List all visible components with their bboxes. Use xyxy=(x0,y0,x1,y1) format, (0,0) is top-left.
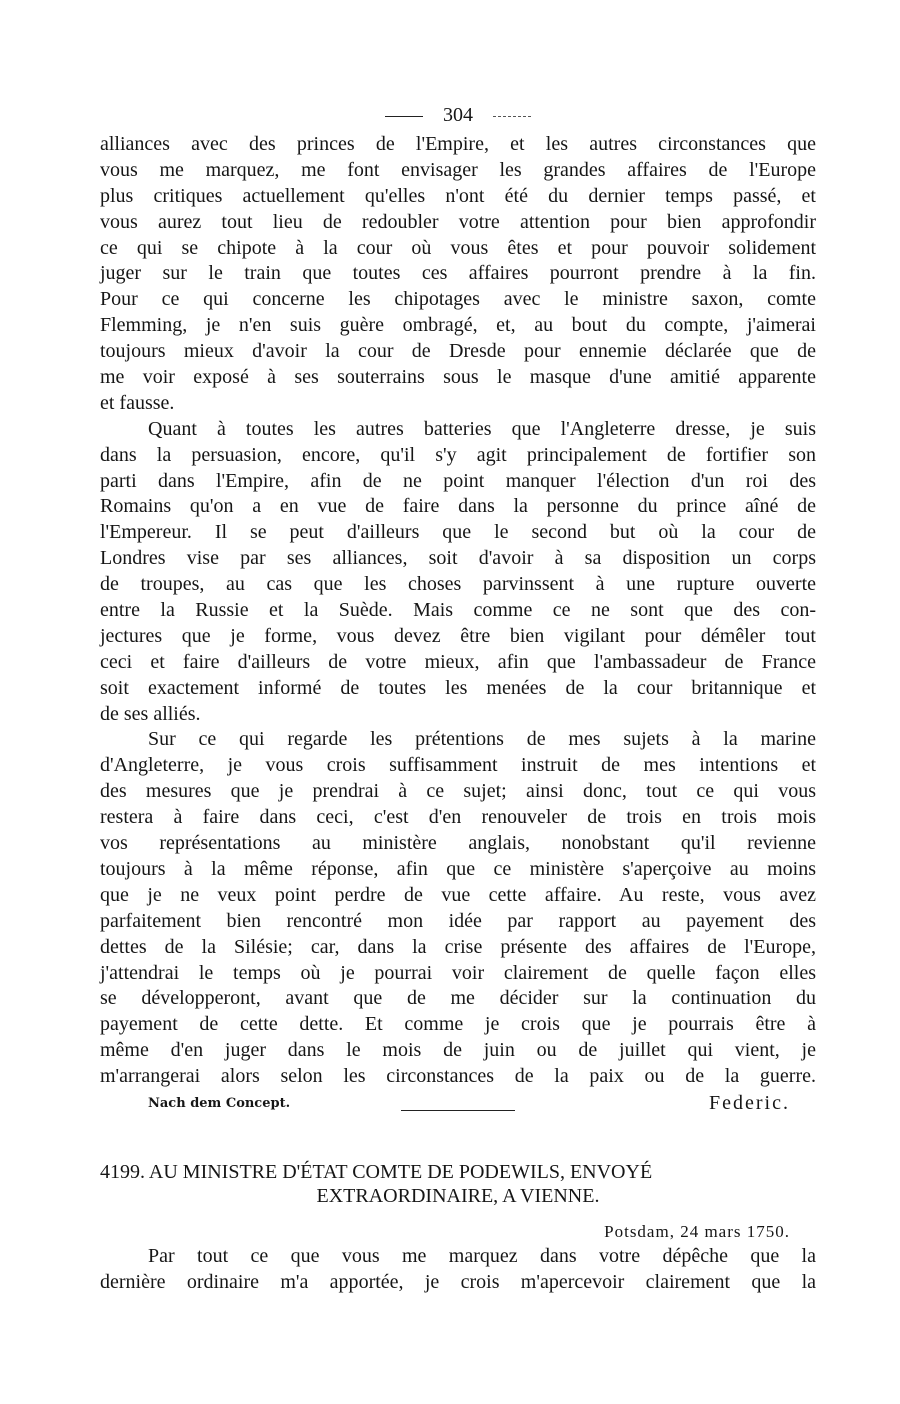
text-line: toujours à la même réponse, afin que ce ministère s'aperçoive au moins xyxy=(100,857,816,880)
paragraph-2 xyxy=(100,417,816,728)
text-line: plus critiques actuellement qu'elles n'ont été du dernier temps passé, et xyxy=(100,184,816,207)
text-line: Londres vise par ses alliances, soit d'avoir à sa disposition un corps xyxy=(100,547,816,570)
text-line: vos représentations au ministère anglais, nonobstant qu'il revienne xyxy=(100,832,816,855)
text-line: l'Empereur. Il se peut d'ailleurs que le second but où la cour de xyxy=(100,521,816,544)
page-number: 304 xyxy=(443,104,473,126)
text-line: Flemming, je n'en suis guère ombragé, et, au bout du compte, j'aimerai xyxy=(100,314,816,337)
text-line: Sur ce qui regarde les prétentions de mes sujets à la marine xyxy=(148,728,816,751)
text-line: vous me marquez, me font envisager les grandes affaires de l'Europe xyxy=(100,158,816,181)
text-line: j'attendrai le temps où je pourrai voir clairement de quelle façon elles xyxy=(100,961,816,984)
page-header xyxy=(100,100,816,130)
text-line: soit exactement informé de toutes les menées de la cour britannique et xyxy=(100,676,816,699)
document-page xyxy=(100,100,816,1296)
text-line: Quant à toutes les autres batteries que l'Angleterre dresse, je suis xyxy=(148,417,816,440)
text-line: parti dans l'Empire, afin de ne point manquer l'élection d'un roi des xyxy=(100,469,816,492)
paragraph-3 xyxy=(100,727,816,1089)
text-line: même d'en juger dans le mois de juin ou de juillet qui vient, je xyxy=(100,1039,816,1062)
text-line: Par tout ce que vous me marquez dans votre dépêche que la xyxy=(148,1244,816,1267)
header-rule-left xyxy=(385,116,423,117)
text-line: vous aurez tout lieu de redoubler votre attention pour bien approfondir xyxy=(100,210,816,233)
text-line: de troupes, au cas que les choses parvinssent à une rupture ouverte xyxy=(100,573,816,596)
letter-opening-paragraph xyxy=(100,1244,816,1296)
text-line: juger sur le train que toutes ces affaires pourront prendre à la fin. xyxy=(100,262,816,285)
text-line: que je ne veux point perdre de vue cette affaire. Au reste, vous avez xyxy=(100,883,816,906)
text-line: restera à faire dans ceci, c'est d'en renouveler de trois en trois mois xyxy=(100,806,816,829)
signature: Federic. xyxy=(709,1091,790,1114)
text-line: m'arrangerai alors selon les circonstances de la paix ou de la guerre. xyxy=(100,1065,816,1088)
text-line: ce qui se chipote à la cour où vous êtes et pour pouvoir solidement xyxy=(100,236,816,259)
text-line: parfaitement bien rencontré mon idée par rapport au payement des xyxy=(100,909,816,932)
place-date: Potsdam, 24 mars 1750. xyxy=(604,1221,790,1241)
text-line: dans la persuasion, encore, qu'il s'y agit principalement de fortifier son xyxy=(100,443,816,466)
letter-heading-line-1: 4199. AU MINISTRE D'ÉTAT COMTE DE PODEWILS, ENVOYÉ xyxy=(100,1160,653,1183)
text-line: se développeront, avant que de me décider sur la continuation du xyxy=(100,987,816,1010)
source-note: Nach dem Concept. xyxy=(148,1095,291,1111)
text-line: Pour ce qui concerne les chipotages avec le ministre saxon, comte xyxy=(100,288,816,311)
text-line: des mesures que je prendrai à ce sujet; ainsi donc, tout ce qui vous xyxy=(100,780,816,803)
text-line: jectures que je forme, vous devez être bien vigilant pour démêler tout xyxy=(100,624,816,647)
text-line: toujours mieux d'avoir la cour de Dresde pour ennemie déclarée que de xyxy=(100,340,816,363)
letter-heading-line-2: EXTRAORDINAIRE, A VIENNE. xyxy=(316,1184,600,1207)
text-line: alliances avec des princes de l'Empire, et les autres circonstances que xyxy=(100,133,816,155)
text-line: entre la Russie et la Suède. Mais comme ce ne sont que des con- xyxy=(100,599,816,622)
text-line: de ses alliés. xyxy=(100,702,201,725)
text-line: me voir exposé à ses souterrains sous le masque d'une amitié apparente xyxy=(100,366,816,389)
text-line: et fausse. xyxy=(100,391,175,414)
text-line: payement de cette dette. Et comme je crois que je pourrais être à xyxy=(100,1013,816,1036)
text-line: d'Angleterre, je vous crois suffisamment instruit de mes intentions et xyxy=(100,754,816,777)
letter-heading xyxy=(100,1160,816,1208)
section-separator-rule xyxy=(401,1110,515,1111)
text-line: ceci et faire d'ailleurs de votre mieux, afin que l'ambassadeur de France xyxy=(100,650,816,673)
text-line: dernière ordinaire m'a apportée, je crois m'apercevoir clairement que la xyxy=(100,1270,816,1293)
paragraph-1 xyxy=(100,132,816,417)
text-line: dettes de la Silésie; car, dans la crise présente des affaires de l'Europe, xyxy=(100,935,816,958)
text-line: Romains qu'on a en vue de faire dans la personne du prince aîné de xyxy=(100,495,816,518)
header-rule-right xyxy=(493,116,531,117)
signoff-block xyxy=(100,1092,816,1126)
